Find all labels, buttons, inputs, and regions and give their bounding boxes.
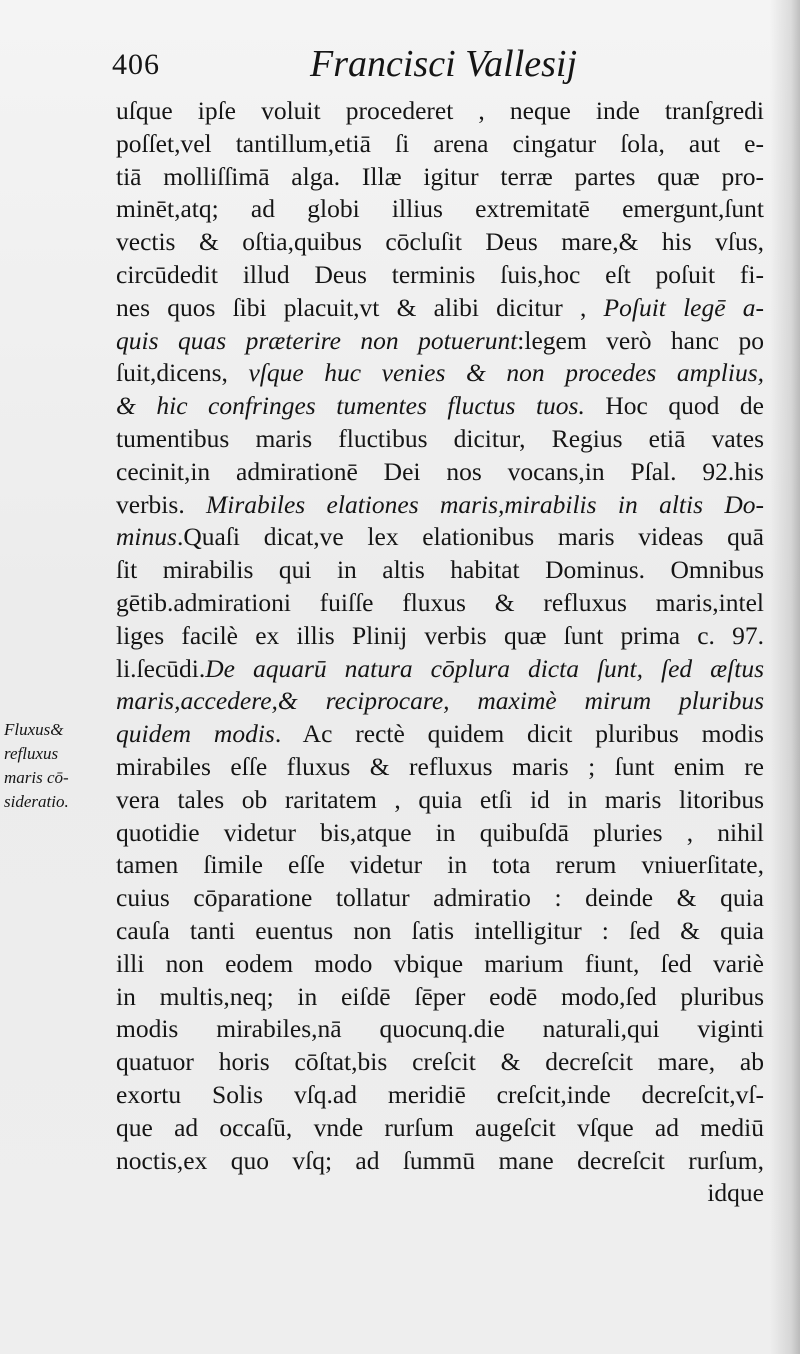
text-segment: modis mirabiles,nā quocunq.die naturali,qui viginti xyxy=(116,1014,764,1044)
text-line xyxy=(116,521,764,554)
text-line xyxy=(116,390,764,423)
italic-segment: Mirabiles elationes maris,mirabilis in altis Do- xyxy=(206,489,764,519)
text-segment: :legem verò hanc po xyxy=(517,325,764,355)
italic-segment: & hic confringes tumentes fluctus tuos. xyxy=(116,391,585,421)
text-line xyxy=(116,981,764,1014)
text-segment: quotidie videtur bis,atque in quibuſdā pluries , nihil xyxy=(116,817,764,847)
text-segment: vera tales ob raritatem , quia etſi id in maris litoribus xyxy=(116,784,764,814)
marginal-note-line: maris cō- xyxy=(4,768,69,787)
italic-segment: Poſuit legē a- xyxy=(603,292,764,322)
text-segment: liges facilè ex illis Plinij verbis quæ ſunt prima c. 97. xyxy=(116,620,764,650)
text-segment: tumentibus maris fluctibus dicitur, Regius etiā vates xyxy=(116,423,764,453)
text-line xyxy=(116,161,764,194)
text-line xyxy=(116,292,764,325)
text-segment: mirabiles eſſe fluxus & refluxus maris ; ſunt enim re xyxy=(116,751,764,781)
text-segment: idque xyxy=(707,1178,764,1208)
text-segment: li.ſecūdi. xyxy=(116,653,206,683)
text-line xyxy=(116,489,764,522)
text-segment: ſuit,dicens, xyxy=(116,358,249,388)
text-line xyxy=(116,849,764,882)
text-line xyxy=(116,456,764,489)
text-segment: cecinit,in admirationē Dei nos vocans,in Pſal. 92.his xyxy=(116,456,764,486)
text-segment: vectis & oſtia,quibus cōcluſit Deus mare,& his vſus, xyxy=(116,227,764,257)
text-line xyxy=(116,357,764,390)
text-segment: circūdedit illud Deus terminis ſuis,hoc eſt poſuit fi- xyxy=(116,259,764,289)
text-line xyxy=(116,1079,764,1112)
text-segment: illi non eodem modo vbique marium fiunt, ſed variè xyxy=(116,948,764,978)
text-line xyxy=(116,325,764,358)
italic-segment: vſque huc venies & non procedes amplius, xyxy=(248,358,765,388)
text-segment: uſque ipſe voluit procederet , neque inde tranſgredi xyxy=(116,96,764,125)
text-line xyxy=(116,226,764,259)
text-line xyxy=(116,128,764,161)
text-segment: que ad occaſū, vnde rurſum augeſcit vſque ad mediū xyxy=(116,1112,764,1142)
running-title: Francisci Vallesij xyxy=(310,43,578,85)
text-line xyxy=(116,784,764,817)
text-segment: tamen ſimile eſſe videtur in tota rerum vniuerſitate, xyxy=(116,850,764,880)
body-text xyxy=(116,95,764,1210)
text-line xyxy=(116,554,764,587)
text-segment: cuius cōparatione tollatur admiratio : deinde & quia xyxy=(116,883,764,913)
italic-segment: De aquarū natura cōplura dicta ſunt, ſed æſtus xyxy=(205,653,764,683)
italic-segment: quidem modis xyxy=(116,719,275,749)
marginal-note-line: Fluxus& xyxy=(4,720,64,739)
text-line xyxy=(116,259,764,292)
text-segment: exortu Solis vſq.ad meridiē creſcit,inde decreſcit,vſ- xyxy=(116,1079,764,1109)
text-segment: cauſa tanti euentus non ſatis intelligitur : ſed & quia xyxy=(116,915,764,945)
marginal-note-line: sideratio. xyxy=(4,792,69,811)
text-line xyxy=(116,653,764,686)
text-segment: quatuor horis cōſtat,bis creſcit & decreſcit mare, ab xyxy=(116,1047,764,1077)
text-line xyxy=(116,587,764,620)
text-segment: in multis,neq; in eiſdē ſēper eodē modo,ſed pluribus xyxy=(116,981,764,1011)
text-line xyxy=(116,620,764,653)
running-head xyxy=(112,40,762,94)
marginal-note xyxy=(4,718,106,814)
italic-segment: quis quas præterire non potuerunt xyxy=(116,325,518,355)
text-segment: nes quos ſibi placuit,vt & alibi dicitur , xyxy=(116,292,604,322)
text-segment: Hoc quod de xyxy=(584,391,764,421)
text-segment: . Ac rectè quidem dicit pluribus modis xyxy=(274,719,764,749)
text-segment: noctis,ex quo vſq; ad ſummū mane decreſcit rurſum, xyxy=(116,1145,764,1175)
text-line xyxy=(116,948,764,981)
text-line xyxy=(116,751,764,784)
page-gutter-shadow xyxy=(770,0,800,1354)
text-line xyxy=(116,1177,764,1210)
italic-segment: maris,accedere,& reciprocare, maximè mirum pluribus xyxy=(116,686,764,716)
text-segment: .Quaſi dicat,ve lex elationibus maris videas quā xyxy=(176,522,764,552)
text-segment: verbis. xyxy=(116,489,207,519)
text-line xyxy=(116,1013,764,1046)
text-line xyxy=(116,423,764,456)
text-segment: tiā molliſſimā alga. Illæ igitur terræ partes quæ pro- xyxy=(116,161,764,191)
marginal-note-line: refluxus xyxy=(4,744,59,763)
text-line xyxy=(116,685,764,718)
text-line xyxy=(116,95,764,128)
text-line xyxy=(116,1145,764,1178)
text-segment: ſit mirabilis qui in altis habitat Dominus. Omnibus xyxy=(116,555,764,585)
text-line xyxy=(116,1046,764,1079)
italic-segment: minus xyxy=(116,522,177,552)
text-segment: poſſet,vel tantillum,etiā ſi arena cingatur ſola, aut e- xyxy=(116,128,764,158)
text-line xyxy=(116,882,764,915)
text-segment: gētib.admirationi fuiſſe fluxus & refluxus maris,intel xyxy=(116,587,764,617)
text-line xyxy=(116,193,764,226)
page-number: 406 xyxy=(112,48,160,81)
text-line xyxy=(116,915,764,948)
text-line xyxy=(116,817,764,850)
text-segment: minēt,atq; ad globi illius extremitatē emergunt,ſunt xyxy=(116,194,764,224)
text-line xyxy=(116,718,764,751)
text-line xyxy=(116,1112,764,1145)
